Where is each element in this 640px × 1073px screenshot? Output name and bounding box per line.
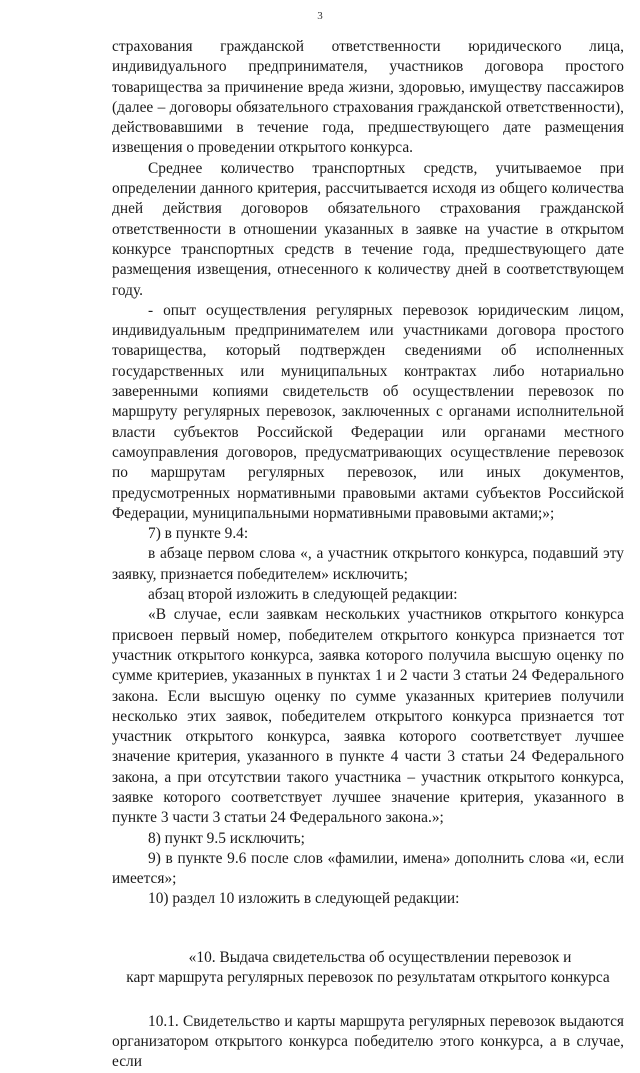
paragraph-second-abzac: абзац второй изложить в следующей редакции:: [148, 586, 458, 604]
paragraph-item-9: 9) в пункте 9.6 после слов «фамилии, имена» дополнить слова «и, если имеется»;: [112, 849, 624, 888]
paragraph-item-10: 10) раздел 10 изложить в следующей редакции:: [148, 890, 460, 908]
paragraph-insurance-continuation: страхования гражданской ответственности юридического лица, индивидуального предпринимателя, участников договора простого товарищества за причинение вреда жизни, здоровью, имуществу пассажиров (далее – договоры обязательного страхования гражданской ответственности), действовавшими в течение года, предшествующего дате размещения извещения о проведении открытого конкурса.: [112, 38, 624, 157]
document-body: [112, 37, 624, 1073]
section-heading-line-1: «10. Выдача свидетельства об осуществлении перевозок и: [188, 948, 572, 966]
page-number: 3: [317, 10, 323, 22]
section-heading-line-2: карт маршрута регулярных перевозок по результатам открытого конкурса: [126, 968, 610, 986]
paragraph-item-7: 7) в пункте 9.4:: [148, 525, 249, 543]
paragraph-first-abzac: в абзаце первом слова «, а участник открытого конкурса, подавший эту заявку, признается победителем» исключить;: [112, 545, 624, 583]
paragraph-winner-rule: «В случае, если заявкам нескольких участников открытого конкурса присвоен первый номер, победителем открытого конкурса признается тот участник открытого конкурса, заявка которого получила высшую оценку по сумме критериев, указанных в пунктах 1 и 2 части 3 статьи 24 Федерального закона. Если высшую оценку по сумме указанных критериев получили несколько этих заявок, победителем открытого конкурса признается тот участник открытого конкурса, заявка которого соответствует лучшее значение критерия, указанного в пункте 4 части 3 статьи 24 Федерального закона, а при отсутствии такого участника – участник открытого конкурса, заявке которого соответствует лучшее значение критерия, указанного в пункте 3 части 3 статьи 24 Федерального закона.»;: [112, 606, 624, 827]
paragraph-item-8: 8) пункт 9.5 исключить;: [148, 829, 305, 847]
paragraph-transport-experience: - опыт осуществления регулярных перевозок юридическим лицом, индивидуальным предпринимателем или участниками договора простого товарищества, который подтвержден сведениями об исполненных государственных или муниципальных контрактах либо нотариально заверенными копиями свидетельств об осуществлении перевозок по маршруту регулярных перевозок, заключенных с органами исполнительной власти субъектов Российской Федерации или органами местного самоуправления договоров, предусматривающих осуществление перевозок по маршрутам регулярных перевозок, или иных документов, предусмотренных нормативными правовыми актами субъектов Российской Федерации, муниципальными нормативными правовыми актами;»;: [112, 301, 624, 522]
section-heading: [112, 948, 624, 988]
paragraph-10-1: 10.1. Свидетельство и карты маршрута регулярных перевозок выдаются организатором открытого конкурса победителю этого конкурса, а в случае, если: [112, 1012, 624, 1071]
paragraph-average-vehicles: Среднее количество транспортных средств, учитываемое при определении данного критерия, рассчитывается исходя из общего количества дней действия договоров обязательного страхования гражданской ответственности в отношении указанных в заявке на участие в открытом конкурсе транспортных средств в течение года, предшествующего дате размещения извещения, отнесенного к количеству дней в соответствующем году.: [112, 159, 624, 299]
